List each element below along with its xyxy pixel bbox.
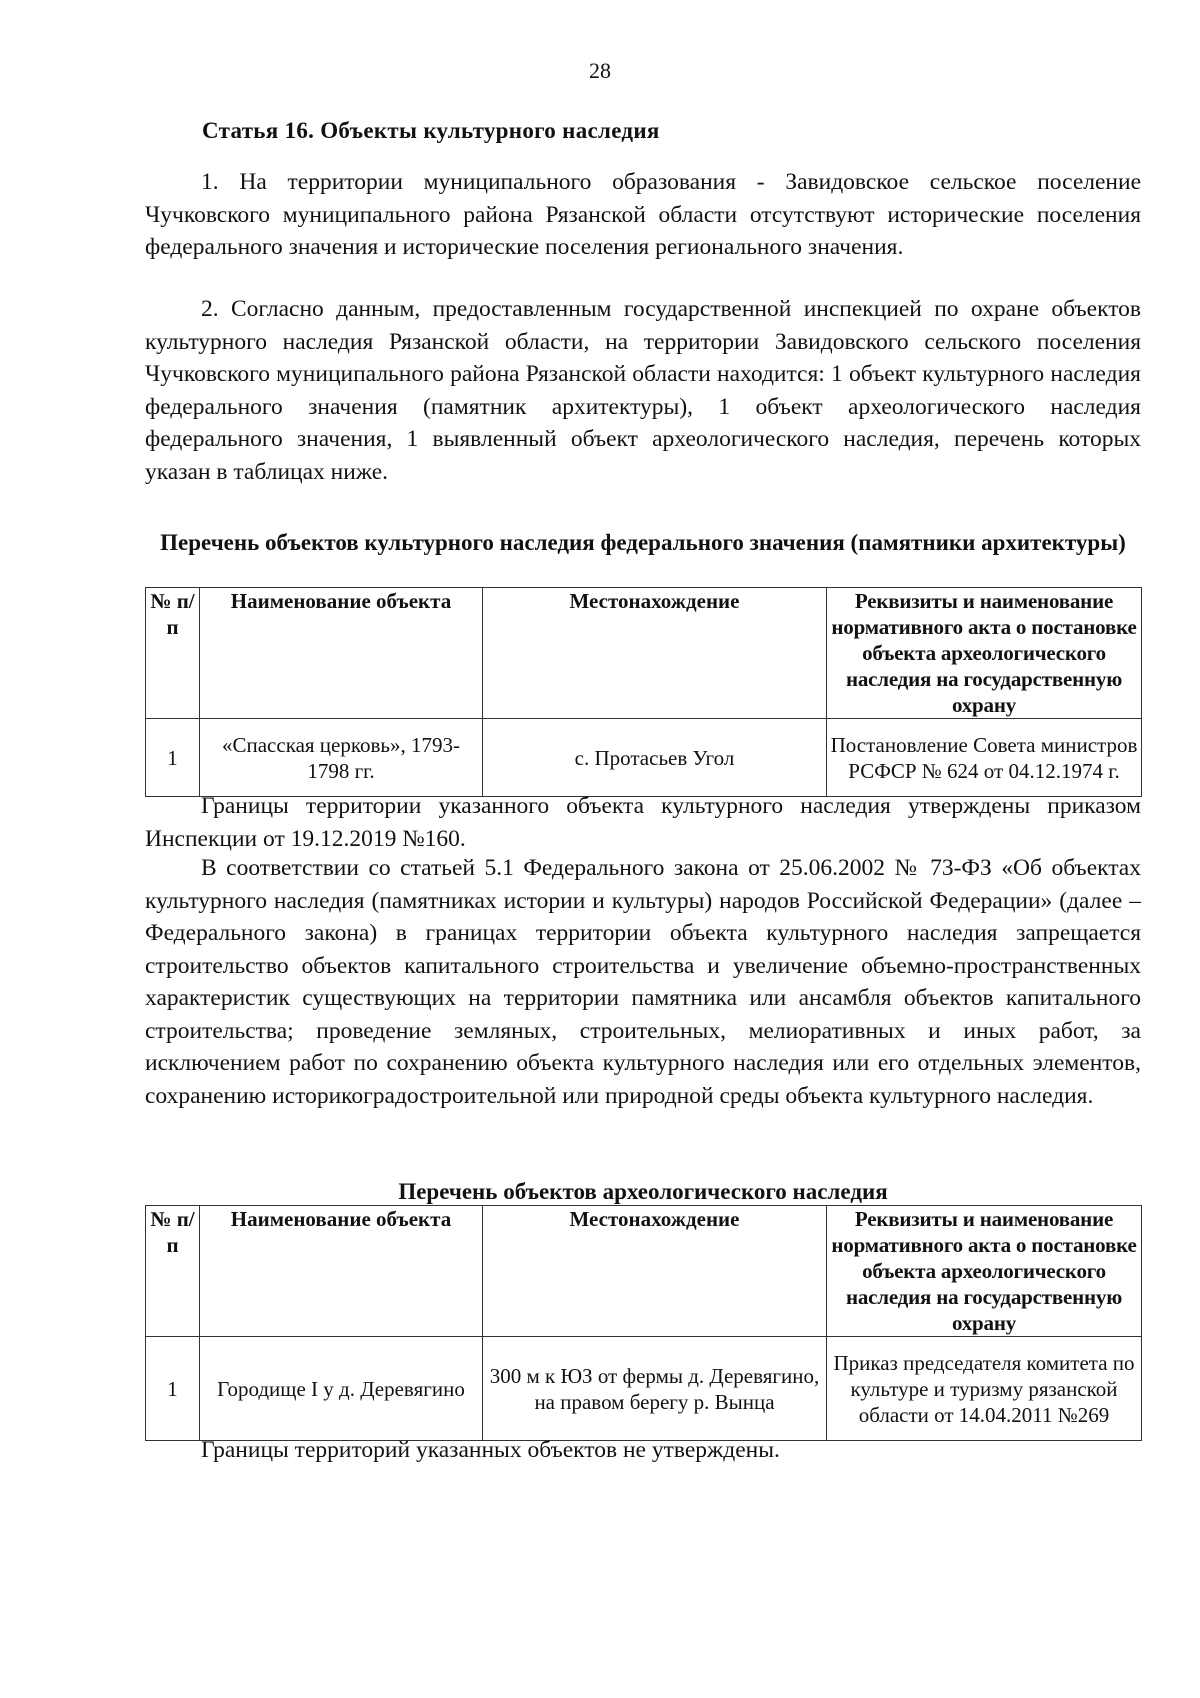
closing-paragraph: Границы территорий указанных объектов не утверждены. [201, 1437, 780, 1463]
table2-header-requisites: Реквизиты и наименование нормативного акта о постановке объекта археологического наследия на государственную охрану [827, 1206, 1142, 1337]
table2-cell-requisites: Приказ председателя комитета по культуре и туризму рязанской области от 14.04.2011 №269 [827, 1337, 1142, 1441]
table2-header-row [146, 1206, 1142, 1337]
paragraph-3: Границы территории указанного объекта культурного наследия утверждены приказом Инспекции от 19.12.2019 №160. [145, 793, 1141, 852]
table-row [146, 1337, 1142, 1441]
paragraph-1: 1. На территории муниципального образования - Завидовское сельское поселение Чучковского муниципального района Рязанской области отсутствуют исторические поселения федерального значения и исторические поселения регионального значения. [145, 169, 1141, 260]
table1-header-number: № п/п [146, 588, 200, 719]
table2-cell-number: 1 [146, 1337, 200, 1441]
table1-cell-name: «Спасская церковь», 1793-1798 гг. [200, 719, 483, 797]
table2-header-name: Наименование объекта [200, 1206, 483, 1337]
table1-header-name: Наименование объекта [200, 588, 483, 719]
table1-caption: Перечень объектов культурного наследия федерального значения (памятники архитектуры) [160, 530, 1126, 555]
paragraph-4: В соответствии со статьей 5.1 Федерального закона от 25.06.2002 № 73-ФЗ «Об объектах культурного наследия (памятниках истории и культуры) народов Российской Федерации» (далее – Федерального закона) в границах территории объекта культурного наследия запрещается строительство объектов капитального строительства и увеличение объемно-пространственных характеристик существующих на территории памятника или ансамбля объектов капитального строительства; проведение земляных, строительных, мелиоративных и иных работ, за исключением работ по сохранению объекта культурного наследия или его отдельных элементов, сохранению историкоградостроительной или природной среды объекта культурного наследия. [145, 855, 1141, 1109]
table1-cell-requisites: Постановление Совета министров РСФСР № 624 от 04.12.1974 г. [827, 719, 1142, 797]
table-row [146, 719, 1142, 797]
table2-header-location: Местонахождение [483, 1206, 827, 1337]
table1-header-requisites: Реквизиты и наименование нормативного акта о постановке объекта археологического наследия на государственную охрану [827, 588, 1142, 719]
table1-header-row [146, 588, 1142, 719]
table2-caption: Перечень объектов археологического наследия [398, 1179, 888, 1204]
table1-cell-number: 1 [146, 719, 200, 797]
table2-header-number: № п/п [146, 1206, 200, 1337]
table-archaeological-heritage [145, 1205, 1142, 1441]
article-title: Статья 16. Объекты культурного наследия [202, 118, 660, 143]
page-number: 28 [589, 58, 611, 83]
table-architecture-monuments [145, 587, 1142, 797]
table2-cell-name: Городище I у д. Деревягино [200, 1337, 483, 1441]
table1-header-location: Местонахождение [483, 588, 827, 719]
table1-cell-location: с. Протасьев Угол [483, 719, 827, 797]
paragraph-2: 2. Согласно данным, предоставленным государственной инспекцией по охране объектов культурного наследия Рязанской области, на территории Завидовского сельского поселения Чучковского муниципального района Рязанской области находится: 1 объект культурного наследия федерального значения (памятник архитектуры), 1 объект археологического наследия федерального значения, 1 выявленный объект археологического наследия, перечень которых указан в таблицах ниже. [145, 296, 1141, 485]
table2-cell-location: 300 м к ЮЗ от фермы д. Деревягино, на правом берегу р. Вынца [483, 1337, 827, 1441]
